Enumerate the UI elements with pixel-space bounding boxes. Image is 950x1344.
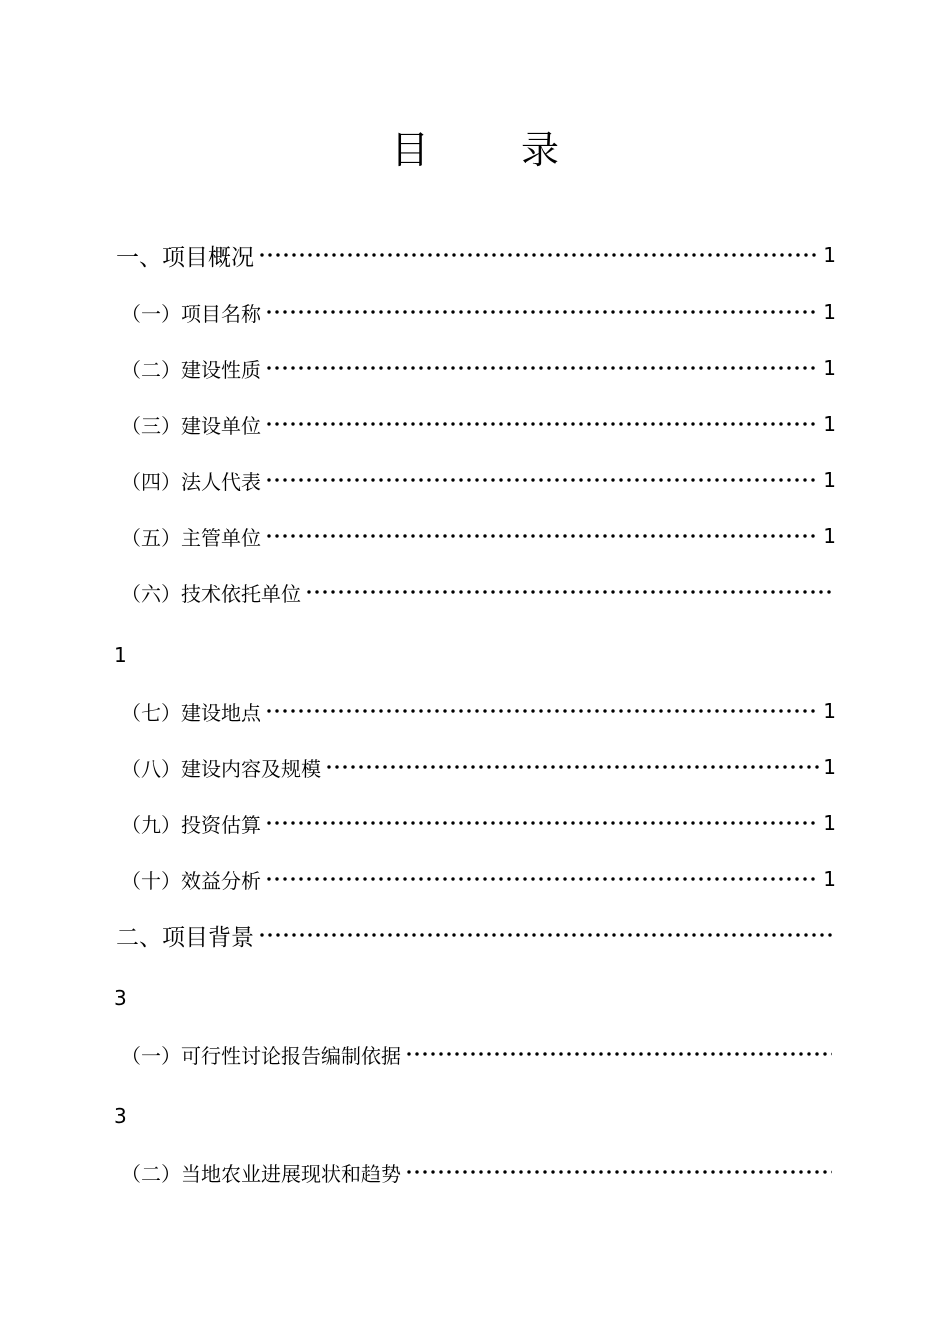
toc-entry-label: （九）投资估算 bbox=[121, 812, 261, 837]
toc-entry-label: （五）主管单位 bbox=[121, 525, 261, 550]
toc-leader-dots bbox=[265, 422, 819, 426]
toc-entry[interactable] bbox=[121, 353, 836, 383]
toc-entry-page: 1 bbox=[823, 243, 836, 267]
toc-entry-label: （七）建设地点 bbox=[121, 700, 261, 725]
toc-entry-page: 1 bbox=[823, 356, 836, 380]
toc-leader-dots bbox=[265, 534, 819, 538]
toc-entry[interactable] bbox=[116, 240, 836, 270]
toc-entry-page-wrapped: 1 bbox=[114, 643, 127, 667]
toc-leader-dots bbox=[265, 366, 819, 370]
toc-leader-dots bbox=[265, 709, 819, 713]
toc-entry[interactable] bbox=[121, 864, 836, 894]
toc-entry-label: （二）建设性质 bbox=[121, 357, 261, 382]
toc-leader-dots bbox=[258, 933, 832, 937]
toc-entry[interactable] bbox=[121, 1039, 836, 1069]
toc-title: 目 录 bbox=[390, 128, 600, 172]
toc-entry[interactable] bbox=[121, 752, 836, 782]
toc-entry-label: （三）建设单位 bbox=[121, 413, 261, 438]
toc-entry[interactable] bbox=[116, 920, 836, 950]
toc-entry[interactable] bbox=[121, 696, 836, 726]
toc-entry[interactable] bbox=[121, 1157, 836, 1187]
toc-entry-page: 1 bbox=[823, 755, 836, 779]
toc-leader-dots bbox=[265, 478, 819, 482]
toc-entry-page: 1 bbox=[823, 699, 836, 723]
toc-entry-label: （四）法人代表 bbox=[121, 469, 261, 494]
toc-entry-label: （六）技术依托单位 bbox=[121, 581, 301, 606]
toc-leader-dots bbox=[265, 821, 819, 825]
toc-entry-label: 二、项目背景 bbox=[116, 924, 254, 951]
toc-entry-label: （一）项目名称 bbox=[121, 301, 261, 326]
toc-entry-page: 1 bbox=[823, 811, 836, 835]
toc-entry[interactable] bbox=[121, 297, 836, 327]
toc-entry-label: 一、项目概况 bbox=[116, 244, 254, 271]
toc-entry-page-wrapped: 3 bbox=[114, 1104, 127, 1128]
toc-entry-label: （八）建设内容及规模 bbox=[121, 756, 321, 781]
toc-entry[interactable] bbox=[121, 409, 836, 439]
toc-leader-dots bbox=[265, 877, 819, 881]
toc-entry-page: 1 bbox=[823, 412, 836, 436]
toc-entry-label: （一）可行性讨论报告编制依据 bbox=[121, 1043, 401, 1068]
toc-leader-dots bbox=[405, 1052, 832, 1056]
toc-entry-page-wrapped: 3 bbox=[114, 986, 127, 1010]
toc-leader-dots bbox=[305, 590, 832, 594]
toc-entry-page: 1 bbox=[823, 867, 836, 891]
toc-entry-label: （十）效益分析 bbox=[121, 868, 261, 893]
toc-entry[interactable] bbox=[121, 521, 836, 551]
toc-leader-dots bbox=[325, 765, 819, 769]
toc-entry-label: （二）当地农业进展现状和趋势 bbox=[121, 1161, 401, 1186]
toc-entry[interactable] bbox=[121, 808, 836, 838]
toc-entry[interactable] bbox=[121, 577, 836, 607]
toc-leader-dots bbox=[265, 310, 819, 314]
toc-leader-dots bbox=[258, 253, 819, 257]
toc-entry-page: 1 bbox=[823, 300, 836, 324]
toc-entry[interactable] bbox=[121, 465, 836, 495]
toc-entry-page: 1 bbox=[823, 524, 836, 548]
toc-leader-dots bbox=[405, 1170, 832, 1174]
toc-entry-page: 1 bbox=[823, 468, 836, 492]
